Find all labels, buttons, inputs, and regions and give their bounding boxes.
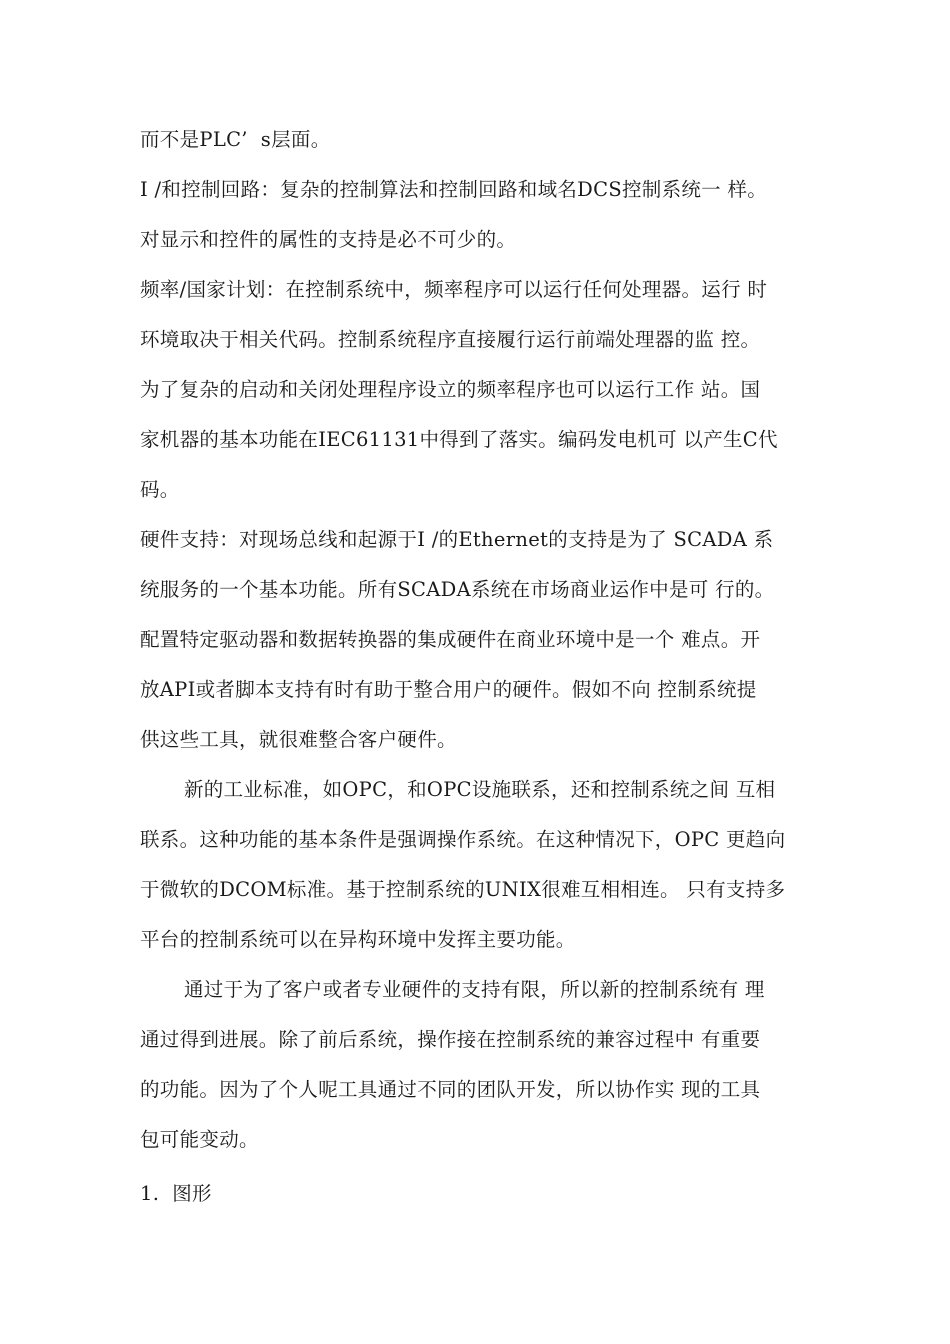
text-line-18: 通过于为了客户或者专业硬件的支持有限，所以新的控制系统有 理 bbox=[184, 978, 765, 1001]
text-line-12: 放API或者脚本支持有时有助于整合用户的硬件。假如不向 控制系统提 bbox=[140, 678, 757, 701]
text-line-17: 平台的控制系统可以在异构环境中发挥主要功能。 bbox=[140, 928, 576, 951]
text-line-5: 环境取决于相关代码。控制系统程序直接履行运行前端处理器的监 控。 bbox=[140, 328, 761, 351]
text-line-3: 对显示和控件的属性的支持是必不可少的。 bbox=[140, 228, 517, 251]
text-line-15: 联系。这种功能的基本条件是强调操作系统。在这种情况下，OPC 更趋向 bbox=[140, 828, 786, 851]
text-line-1: 而不是PLC’ s层面。 bbox=[140, 128, 331, 151]
text-line-21: 包可能变动。 bbox=[140, 1128, 259, 1151]
text-line-4: 频率/国家计划：在控制系统中，频率程序可以运行任何处理器。运行 时 bbox=[140, 278, 768, 301]
text-line-8: 码。 bbox=[140, 478, 180, 501]
text-line-14: 新的工业标准，如OPC，和OPC设施联系，还和控制系统之间 互相 bbox=[184, 778, 776, 801]
text-line-20: 的功能。因为了个人呢工具通过不同的团队开发，所以协作实 现的工具 bbox=[140, 1078, 761, 1101]
text-line-7: 家机器的基本功能在IEC61131中得到了落实。编码发电机可 以产生C代 bbox=[140, 428, 778, 451]
text-line-11: 配置特定驱动器和数据转换器的集成硬件在商业环境中是一个 难点。开 bbox=[140, 628, 761, 651]
text-line-10: 统服务的一个基本功能。所有SCADA系统在市场商业运作中是可 行的。 bbox=[140, 578, 775, 601]
text-line-13: 供这些工具，就很难整合客户硬件。 bbox=[140, 728, 457, 751]
text-line-16: 于微软的DCOM标准。基于控制系统的UNIX很难互相相连。 只有支持多 bbox=[140, 878, 786, 901]
section-heading: 1. 图形 bbox=[140, 1182, 212, 1205]
text-line-19: 通过得到进展。除了前后系统，操作接在控制系统的兼容过程中 有重要 bbox=[140, 1028, 761, 1051]
text-line-2: I /和控制回路：复杂的控制算法和控制回路和域名DCS控制系统一 样。 bbox=[140, 178, 768, 201]
text-line-9: 硬件支持：对现场总线和起源于I /的Ethernet的支持是为了 SCADA 系 bbox=[140, 528, 774, 551]
text-line-6: 为了复杂的启动和关闭处理程序设立的频率程序也可以运行工作 站。国 bbox=[140, 378, 761, 401]
